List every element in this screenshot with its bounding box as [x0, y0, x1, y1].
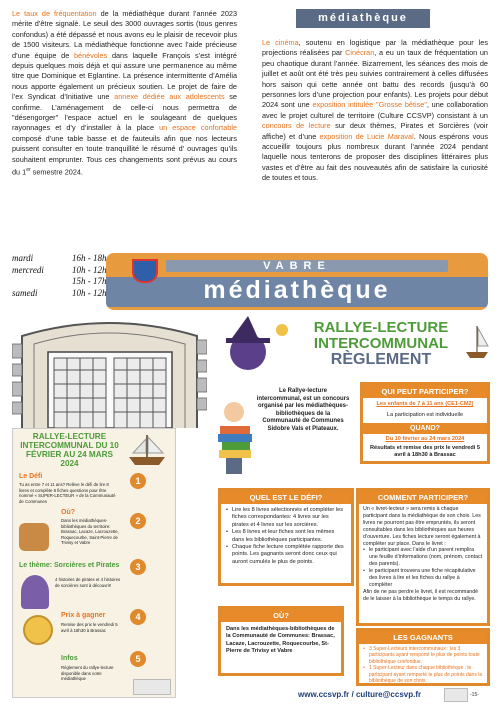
panel-qui-title: QUI PEUT PARTICIPER?: [363, 385, 487, 398]
poster-ou-heading: Où?: [61, 509, 75, 516]
panel-qui-individual: La participation est individuelle: [386, 412, 464, 418]
step-number-badge: 3: [130, 559, 146, 575]
poster-ou-text: Dans les médiathèques-bibliothèques du territoire: Brassac, Lacaze, Lacrouzette, Roquecourbe, Saint-Pierre de Trivisy et Vabre: [61, 518, 119, 546]
comment-item: • le participant avec l’aide d’un parent remplira une feuille d’informations (nom, prénom, contact des parents).: [363, 547, 483, 568]
panel-comment-text: [363, 506, 483, 603]
rules-title-line: RÈGLEMENT: [330, 351, 432, 368]
panel-defi-title: QUEL EST LE DÉFI?: [221, 491, 351, 504]
rules-title: [296, 320, 466, 368]
highlight-lucie: exposition de Lucie Maraval: [319, 131, 414, 141]
poster-theme-heading: Le thème: Sorcières et Pirates: [19, 562, 120, 569]
poster-prix-text: Remise des prix le vendredi 5 avril à 18h30 à Brassac: [61, 622, 118, 633]
panel-defi-list: [226, 507, 346, 566]
panel-qui: [360, 382, 490, 464]
library-door-illustration: [12, 318, 207, 428]
hours-time: 10h - 12h: [72, 264, 107, 275]
poster-infos-heading: Infos: [61, 655, 78, 662]
right-article: [262, 38, 488, 184]
page-number: -15-: [470, 692, 479, 698]
comment-intro: Un « livret-lecteur » sera remis à chaque participant dans la médiathèque de son choix. Les livres ne pourront pas être empruntés, ils seront consultables dans les bibliothèques aux heures d’ouverture. Les fiches lecture seront également à compléter sur place. Dans le livret :: [363, 506, 481, 547]
step-number-badge: 5: [130, 651, 146, 667]
text-chunk: composé d’une table basse et de fauteuils afin que nos lecteurs puissent consulter en toute tranquillité le résumé d’ ouvrages qu’ils souhaitent emprunter. Tous ces changements sont prévus au cours du 1: [12, 133, 237, 177]
highlight-annexe: annexe dédiée aux adolescents: [114, 92, 225, 102]
text-chunk: , une collaboration avec le projet culturel de territoire (Culture CCSVP) consistant à un: [262, 100, 488, 120]
gagnants-item: • 3 Super-Lecteurs intercommunaux : les 3 participants ayant remporté le plus de points toute bibliothèque confondue.: [363, 646, 483, 665]
panel-qui-age: Les enfants de 7 à 11 ans (CE1-CM2): [376, 401, 474, 407]
footer-website[interactable]: www.ccsvp.fr / culture@ccsvp.fr: [298, 690, 422, 699]
hours-time: 16h - 18h: [72, 253, 107, 263]
highlight-cinema: Le cinéma: [262, 38, 299, 47]
rallye-poster: [12, 428, 176, 698]
highlight-benevoles: bénévoles: [73, 50, 108, 60]
panel-comment-title: COMMENT PARTICIPER?: [359, 491, 487, 504]
highlight-concours: concours de lecture: [262, 121, 331, 131]
reader-illustration: [214, 386, 254, 476]
rules-title-line: INTERCOMMUNAL: [313, 335, 449, 352]
poster-infos-text: Règlement du rallye-lecture disponible dans votre médiathèque: [61, 665, 114, 682]
boat-illustration: [125, 433, 169, 467]
hours-time: 10h - 12h: [72, 287, 107, 298]
comment-end: Afin de ne pas perdre le livret, il est recommandé de le laisser à la bibliothèque le temps du rallye.: [363, 588, 479, 602]
highlight-frequentation: Le taux de fréquentation: [12, 9, 97, 18]
trophy-icon: [23, 615, 53, 645]
rules-intro: Le Rallye-lecture intercommunal, est un concours organisé par les médiathèques-bibliothèques de la Communauté de Communes Sidobre Vals et Plateaux.: [256, 388, 350, 432]
text-chunk: sur deux thèmes, Pirates et Sorcières (voir affiche) et d’une: [262, 121, 488, 141]
text-chunk: de la médiathèque durant l’année 2023 mérite d’être signalé. Le seuil des 3000 ouvrages sortis (tous genres confondus) a été dépassé et nous avons eu le plaisir de recevoir plus de 1500 visiteurs. La médiathèque fonctionne avec l’aide précieuse d’une équipe de: [12, 9, 237, 60]
rules-section: [212, 316, 490, 706]
rules-title-line: RALLYE-LECTURE: [313, 319, 449, 336]
highlight-exposition: exposition intitulée "Grosse bêtise": [312, 100, 427, 110]
step-number-badge: 4: [130, 609, 146, 625]
highlight-cinecran: Cinécran: [345, 48, 375, 58]
poster-defi-text: Tu as entre 7 et 11 ans? Relève le défi de lire 8 livres et complète 8 fiches questions pour être nommé « SUPER-LECTEUR » de la Communauté de Communes: [19, 482, 116, 504]
highlight-espace: un espace confortable: [159, 123, 237, 133]
text-chunk: . Nous espérons vous accueillir toujours plus nombreux durant l’année 2024 pendant laquelle nous tenterons de proposer des disciplines littéraires plus vastes et d’être au fait des nouveautés afin de satisfaire la curiosité de toutes et tous.: [262, 131, 489, 183]
witch-illustration: [21, 575, 49, 609]
banner-title-mediatheque: médiathèque: [203, 276, 391, 304]
panel-quand-dates: Du 10 février au 24 mars 2024: [385, 436, 465, 442]
banner-title-vabre: VABRE: [263, 260, 331, 272]
comment-item: • le participant trouvera une fiche récapitulative des livres à lire et les fiches du rallye à compléter: [363, 568, 483, 589]
hours-day: mardi: [12, 253, 34, 263]
panel-defi: [218, 488, 354, 586]
panel-gagnants-list: [363, 646, 483, 684]
books-illustration: [19, 523, 49, 551]
opening-hours: [12, 253, 107, 299]
boat-icon: [464, 322, 490, 362]
step-number-badge: 1: [130, 473, 146, 489]
panel-comment: [356, 488, 490, 626]
defi-item: • Lire les 8 livres sélectionnés et compléter les fiches correspondantes: 4 livres sur les pirates et 4 livres sur les sorcières.: [226, 507, 346, 529]
text-chunk: , soutenu en logistique par la médiathèque pour les projections réalisées par: [262, 38, 488, 58]
panel-ou-title: OÙ?: [221, 609, 341, 622]
defi-item: • Les 8 livres et leur fiches sont les mêmes dans les bibliothèques participantes.: [226, 529, 346, 544]
text-chunk: semestre 2024.: [30, 167, 83, 177]
section-header-label: médiathèque: [296, 9, 430, 28]
text-chunk: dans laquelle François s’est intégré depuis quelques mois déjà et qui assure une permanence au même titre que Dominique et Eglantine. La présence intermittente d’Amélia nous apporte également un précieux soutien. Le projet de faire de l’ex Syndicat d’Initiative une: [12, 50, 237, 102]
panel-quand-results: Résultats et remise des prix le vendredi 5 avril à 18h30 à Brassac: [369, 445, 481, 459]
gagnants-item: • 1 Super-Lecteur dans chaque bibliothèque : le participant ayant remporté le plus de points dans la bibliothèque de son choix.: [363, 665, 483, 684]
hours-day: [12, 276, 72, 288]
poster-theme-text: 4 histoires de pirates et 4 histoires de sorcières sont à découvrir!: [55, 577, 121, 588]
panel-gagnants-title: LES GAGNANTS: [359, 631, 487, 644]
poster-prix-heading: Prix à gagner: [61, 612, 106, 619]
hours-time: 15h - 17h: [72, 276, 107, 287]
text-chunk: , a eu un taux de fréquentation un peu chaotique durant l’année. Bizarrement, les séances des mois de juillet et août ont été très peu suivies contrairement à celles diffusées hors saison qui cette année ont battu des records (jusqu’à 60 personnes lors d’une projection pour enfants). Les projets pour début 2024 sont une: [262, 48, 488, 110]
step-number-badge: 2: [130, 513, 146, 529]
poster-defi-heading: Le Défi: [19, 473, 43, 480]
panel-quand-title: QUAND?: [363, 423, 487, 434]
hours-day: mercredi: [12, 264, 44, 275]
witch-hat-illustration: [212, 316, 302, 376]
panel-gagnants: [356, 628, 490, 686]
poster-title: RALLYE-LECTURE INTERCOMMUNAL DU 10 FÉVRIER AU 24 MARS 2024: [20, 432, 119, 468]
hours-day: samedi: [12, 287, 38, 298]
panel-ou-text: Dans les médiathèques-bibliothèques de la Communauté de Communes: Brassac, Lacaze, Lacrouzette, Roquecourbe, St-Pierre de Trivisy et Vabre: [226, 626, 335, 655]
panel-ou: [218, 606, 344, 676]
defi-item: • Chaque fiche lecture complétée rapporte des points. Les gagnants seront donc ceux qui auront cumulés le plus de points.: [226, 544, 346, 566]
text-chunk: se confirme. L’aménagement de celle-ci nous permettra de "désengorger" l’espace actuel en le soulageant de quelques rayonnages et d’y d’installer à la place: [12, 92, 237, 133]
left-article: [12, 9, 237, 178]
ccsvp-logo: [133, 679, 171, 695]
superscript: er: [26, 167, 31, 174]
ccsvp-logo: [444, 688, 468, 702]
mediatheque-banner: [106, 253, 488, 310]
